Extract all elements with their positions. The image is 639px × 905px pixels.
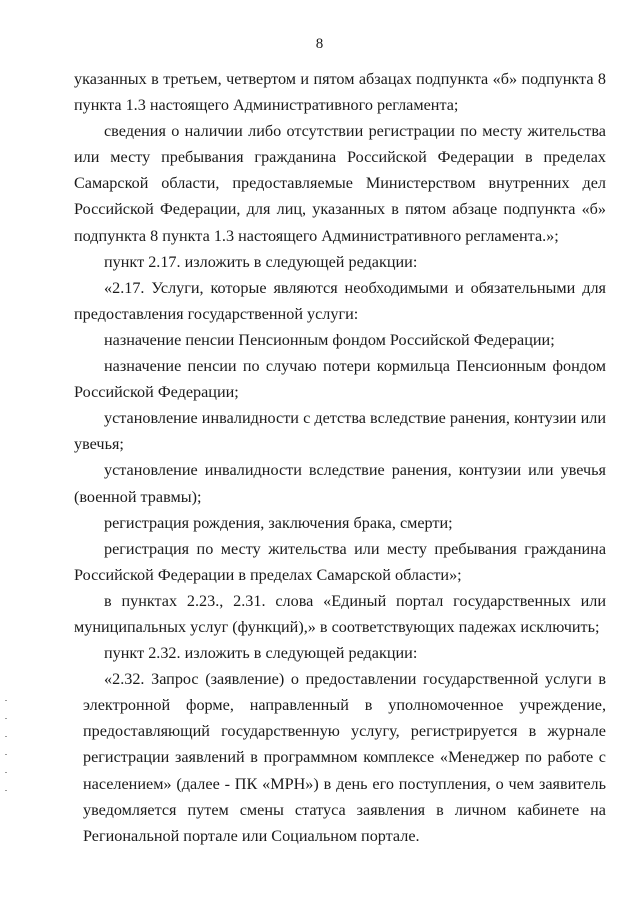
document-body [74, 66, 606, 849]
paragraph-survivor-pension: назначение пенсии по случаю потери кормильца Пенсионным фондом Российской Федерации; [74, 357, 606, 402]
paragraph-civil-registration: регистрация рождения, заключения брака, смерти; [104, 513, 453, 532]
scan-margin-marks [5, 700, 8, 810]
paragraph-amend-2-23-2-31: в пунктах 2.23., 2.31. слова «Единый портал государственных или муниципальных услуг (функций),» в соответствующих падежах исключить; [74, 591, 606, 636]
paragraph-continuation: указанных в третьем, четвертом и пятом абзацах подпункта «б» подпункта 8 пункта 1.3 настоящего Административного регламента; [74, 70, 606, 115]
paragraph-amend-2-17: пункт 2.17. изложить в следующей редакции: [104, 252, 418, 271]
paragraph-residence-registration: регистрация по месту жительства или месту пребывания гражданина Российской Федерации в пределах Самарской области»; [74, 539, 606, 584]
paragraph-childhood-disability: установление инвалидности с детства вследствие ранения, контузии или увечья; [74, 409, 606, 454]
paragraph-2-17-text: «2.17. Услуги, которые являются необходимыми и обязательными для предоставления государственной услуги: [74, 278, 606, 323]
paragraph-amend-2-32: пункт 2.32. изложить в следующей редакции: [104, 644, 418, 663]
paragraph-military-disability: установление инвалидности вследствие ранения, контузии или увечья (военной травмы); [74, 461, 606, 506]
page-number: 8 [315, 36, 324, 52]
paragraph-2-32-text: «2.32. Запрос (заявление) о предоставлении государственной услуги в электронной форме, направленный в уполномоченное учреждение, предоставляющий государственную услугу, регистрируется в журнале регистрации заявлений в программном комплексе «Менеджер по работе с населением» (далее - ПК «МРН») в день его поступления, о чем заявитель уведомляется путем смены статуса заявления в личном кабинете на Региональной портале или Социальном портале. [83, 670, 606, 845]
paragraph-pension: назначение пенсии Пенсионным фондом Российской Федерации; [104, 330, 555, 349]
paragraph-residence-info: сведения о наличии либо отсутствии регистрации по месту жительства или месту пребывания гражданина Российской Федерации в пределах Самарской области, предоставляемые Министерством внутренних дел Российской Федерации, для лиц, указанных в пятом абзаце подпункта «б» подпункта 8 пункта 1.3 настоящего Административного регламента.»; [74, 122, 606, 245]
